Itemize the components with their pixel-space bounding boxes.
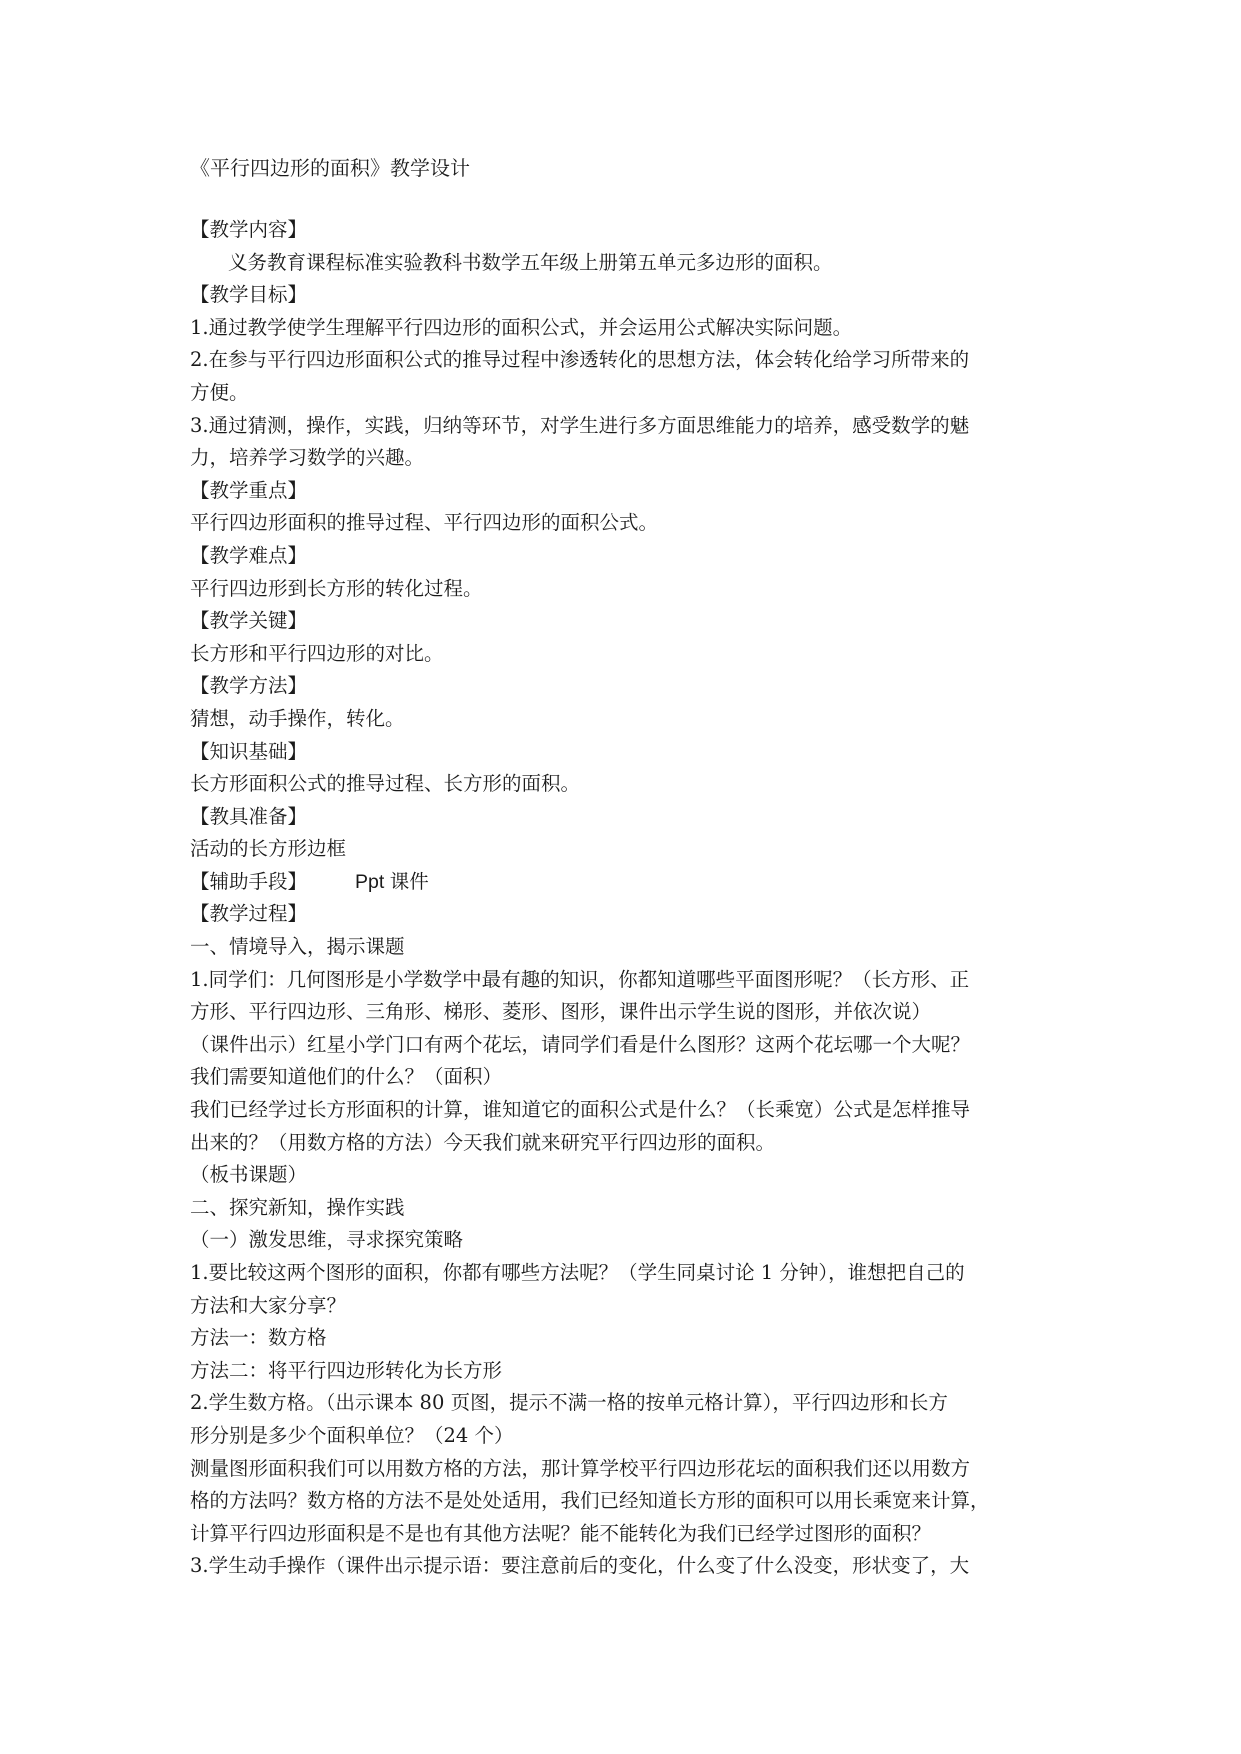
paragraph-line: 3.学生动手操作（课件出示提示语：要注意前后的变化，什么变了什么没变，形状变了，大 xyxy=(190,1554,970,1578)
section-2-title: 二、探究新知，操作实践 xyxy=(190,1195,405,1219)
paragraph-line: 1.要比较这两个图形的面积，你都有哪些方法呢？（学生同桌讨论 1 分钟），谁想把自己的 xyxy=(190,1261,965,1284)
subsection-1-title: （一）激发思维，寻求探究策略 xyxy=(190,1228,464,1252)
paragraph-line: 方法一：数方格 xyxy=(190,1326,327,1350)
paragraph-line: （课件出示）红星小学门口有两个花坛，请同学们看是什么图形？这两个花坛哪一个大呢？ xyxy=(190,1032,971,1056)
objective-1: 1.通过教学使学生理解平行四边形的面积公式，并会运用公式解决实际问题。 xyxy=(190,315,853,339)
paragraph-line: 方形、平行四边形、三角形、梯形、菱形、图形，课件出示学生说的图形，并依次说） xyxy=(190,1000,932,1024)
heading-methods: 【教学方法】 xyxy=(190,674,308,698)
teaching-aids-text: 活动的长方形边框 xyxy=(190,837,347,861)
objective-2-part-2: 方便。 xyxy=(190,380,249,404)
paragraph-line: 我们需要知道他们的什么？（面积） xyxy=(190,1065,503,1089)
heading-objectives: 【教学目标】 xyxy=(190,283,308,307)
objective-3-part-2: 力，培养学习数学的兴趣。 xyxy=(190,446,425,470)
paragraph-line: 1.同学们：几何图形是小学数学中最有趣的知识，你都知道哪些平面图形呢？（长方形、正 xyxy=(190,967,970,991)
paragraph-line: 方法和大家分享？ xyxy=(190,1293,347,1317)
paragraph-line: 测量图形面积我们可以用数方格的方法，那计算学校平行四边形花坛的面积我们还以用数方 xyxy=(190,1456,971,1480)
paragraph-line: 出来的？（用数方格的方法）今天我们就来研究平行四边形的面积。 xyxy=(190,1130,776,1154)
objective-3-part-1: 3.通过猜测，操作，实践，归纳等环节，对学生进行多方面思维能力的培养，感受数学的魅 xyxy=(190,413,970,437)
objective-2-part-1: 2.在参与平行四边形面积公式的推导过程中渗透转化的思想方法，体会转化给学习所带来的 xyxy=(190,348,970,372)
auxiliary-means-text: Ppt 课件 xyxy=(355,870,429,893)
knowledge-base-text: 长方形面积公式的推导过程、长方形的面积。 xyxy=(190,772,581,796)
paragraph-line: （板书课题） xyxy=(190,1163,308,1187)
heading-key-points: 【教学重点】 xyxy=(190,478,308,502)
section-1-title: 一、情境导入，揭示课题 xyxy=(190,935,405,959)
paragraph-line: 计算平行四边形面积是不是也有其他方法呢？能不能转化为我们已经学过图形的面积？ xyxy=(190,1521,932,1545)
paragraph-line: 形分别是多少个面积单位？（24 个） xyxy=(190,1423,514,1447)
auxiliary-means-row xyxy=(190,866,1070,899)
paragraph-line: 格的方法吗？数方格的方法不是处处适用，我们已经知道长方形的面积可以用长乘宽来计算， xyxy=(190,1489,990,1513)
heading-process: 【教学过程】 xyxy=(190,902,308,926)
key-points-text: 平行四边形面积的推导过程、平行四边形的面积公式。 xyxy=(190,511,659,535)
document-title: 《平行四边形的面积》教学设计 xyxy=(190,156,470,180)
paragraph-line: 我们已经学过长方形面积的计算，谁知道它的面积公式是什么？（长乘宽）公式是怎样推导 xyxy=(190,1098,971,1122)
heading-key: 【教学关键】 xyxy=(190,609,308,633)
heading-content: 【教学内容】 xyxy=(190,218,308,241)
heading-teaching-aids: 【教具准备】 xyxy=(190,804,308,828)
difficulties-text: 平行四边形到长方形的转化过程。 xyxy=(190,576,483,600)
content-text: 义务教育课程标准实验教科书数学五年级上册第五单元多边形的面积。 xyxy=(228,250,833,274)
methods-text: 猜想，动手操作，转化。 xyxy=(190,706,405,730)
paragraph-line: 方法二：将平行四边形转化为长方形 xyxy=(190,1358,503,1382)
key-text: 长方形和平行四边形的对比。 xyxy=(190,641,444,665)
heading-auxiliary-means: 【辅助手段】 xyxy=(190,869,308,893)
heading-difficulties: 【教学难点】 xyxy=(190,543,308,567)
paragraph-line: 2.学生数方格。（出示课本 80 页图，提示不满一格的按单元格计算），平行四边形和长方 xyxy=(190,1391,948,1415)
document-page xyxy=(190,150,1070,1583)
heading-knowledge-base: 【知识基础】 xyxy=(190,739,308,763)
